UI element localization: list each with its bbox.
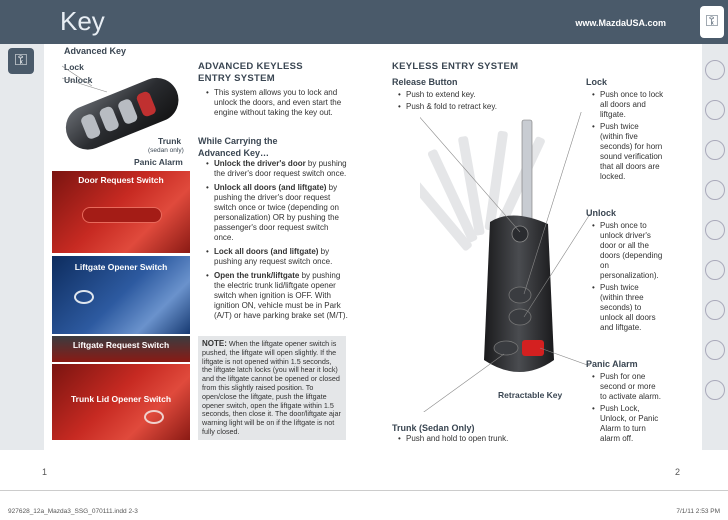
trunk-lid-opener-photo [52, 364, 190, 440]
car-icon[interactable] [705, 300, 725, 320]
release-button-heading: Release Button [392, 77, 458, 87]
liftgate-opener-photo [52, 256, 190, 334]
release-button-list [396, 90, 546, 114]
action-text: by pushing the electric trunk lid/liftgate opener switch when ignition is OFF. With ignition ON, vehicle must be in Park (A/T) or have parking brake set (M/T). [214, 271, 348, 320]
audio-icon[interactable] [705, 220, 725, 240]
mazda-emblem-icon [74, 290, 94, 304]
intro-text: • This system allows you to lock and unlock the doors, and even start the engine without taking the key out. [204, 88, 344, 118]
advanced-keyless-heading [198, 61, 303, 85]
photo-label: Liftgate Request Switch [72, 340, 170, 350]
action-item [204, 247, 348, 267]
callout-unlock: Unlock [64, 75, 93, 85]
unlock-list [590, 221, 664, 335]
action-item [204, 183, 348, 243]
mazda-emblem-icon [144, 410, 164, 424]
action-item [204, 159, 348, 179]
note-text: When the liftgate opener switch is pushed, the liftgate will open slightly. If the liftgate is not opened within 1.5 seconds, the liftgate latch locks (you will hear it lock) and the liftgate cannot be opened or closed from this slightly raised position. To open/close the liftgate, push the liftgate opener switch, open the liftgate within 1.5 seconds, then close it. The door/liftgate ajar warning light will be on if the liftgate is not fully closed. [202, 339, 341, 436]
panic-item: • Push for one second or more to activate alarm. [590, 372, 664, 402]
heading-line: ADVANCED KEYLESS [198, 61, 303, 72]
callout-panic-alarm: Panic Alarm [134, 157, 183, 167]
advanced-key-actions-list [204, 159, 348, 323]
footer-divider [0, 490, 728, 491]
action-bold: Unlock all doors (and liftgate) [214, 183, 327, 192]
action-bold: Lock all doors (and liftgate) [214, 247, 319, 256]
action-text: by pushing any request switch once. [214, 247, 333, 266]
footer-timestamp: 7/1/11 2:53 PM [676, 508, 720, 515]
lock-list [590, 90, 664, 184]
photo-label: Liftgate Opener Switch [74, 262, 168, 272]
callout-sedan-only: (sedan only) [148, 147, 184, 154]
panic-alarm-heading: Panic Alarm [586, 359, 638, 369]
door-request-switch-photo [52, 171, 190, 253]
right-side-strip [702, 44, 728, 450]
intro-list [204, 88, 344, 120]
action-text: by pushing the driver's door request switch once. [214, 159, 347, 178]
climate-icon[interactable] [705, 260, 725, 280]
retractable-key-label: Retractable Key [498, 390, 563, 400]
keyless-entry-heading: KEYLESS ENTRY SYSTEM [392, 61, 519, 72]
action-bold: Unlock the driver's door [214, 159, 306, 168]
heading-line: ENTRY SYSTEM [198, 73, 275, 84]
subheading-line: While Carrying the [198, 136, 278, 146]
page-number-right: 2 [675, 467, 681, 477]
key-icon[interactable] [705, 60, 725, 80]
release-item: • Push & fold to retract key. [396, 102, 546, 112]
subheading-line: Advanced Key… [198, 148, 270, 158]
unlock-item: • Push once to unlock driver's door or all the doors (depending on personalization). [590, 221, 664, 281]
lock-item: • Push twice (within five seconds) for horn sound verification that all doors are locked. [590, 122, 664, 182]
action-bold: Open the trunk/liftgate [214, 271, 300, 280]
settings-icon[interactable] [705, 380, 725, 400]
advanced-key-label: Advanced Key [64, 46, 127, 56]
callout-trunk: Trunk [158, 136, 182, 146]
page-number-left: 1 [42, 467, 48, 477]
door-handle [82, 207, 162, 223]
while-carrying-heading [198, 135, 278, 159]
key-tab-icon[interactable]: ⚿ [700, 6, 724, 38]
panic-item: • Push Lock, Unlock, or Panic Alarm to turn alarm off. [590, 404, 664, 444]
release-item: • Push to extend key. [396, 90, 546, 100]
liftgate-request-photo [52, 336, 190, 362]
note-label: NOTE: [202, 339, 227, 348]
action-text: by pushing the driver's door request switch once or twice (depending on personalization) OR by pushing the passenger's door request switch once. [214, 183, 339, 242]
website-url[interactable]: www.MazdaUSA.com [575, 18, 666, 28]
photo-label: Trunk Lid Opener Switch [70, 394, 172, 404]
trunk-item: • Push and hold to open trunk. [396, 434, 566, 444]
liftgate-note-box [198, 336, 346, 440]
photo-label: Door Request Switch [78, 175, 164, 185]
keyless-fob-image [420, 112, 590, 412]
left-side-strip [0, 44, 44, 450]
nav-icon[interactable] [705, 340, 725, 360]
unlock-heading: Unlock [586, 208, 617, 218]
steering-wheel-icon[interactable] [705, 140, 725, 160]
key-section-icon[interactable]: ⚿ [8, 48, 34, 74]
action-item [204, 271, 348, 321]
lock-heading: Lock [586, 77, 608, 87]
footer-file-info: 927628_12a_Mazda3_SSG_070111.indd 2-3 [8, 508, 138, 515]
panic-alarm-list [590, 372, 664, 446]
page-title: Key [60, 6, 105, 36]
unlock-item: • Push twice (within three seconds) to unlock all doors and liftgate. [590, 283, 664, 333]
trunk-heading: Trunk (Sedan Only) [392, 423, 475, 433]
callout-lock: Lock [64, 62, 84, 72]
gauge-icon[interactable] [705, 180, 725, 200]
trunk-list [396, 434, 566, 446]
seat-icon[interactable] [705, 100, 725, 120]
lock-item: • Push once to lock all doors and liftgate. [590, 90, 664, 120]
